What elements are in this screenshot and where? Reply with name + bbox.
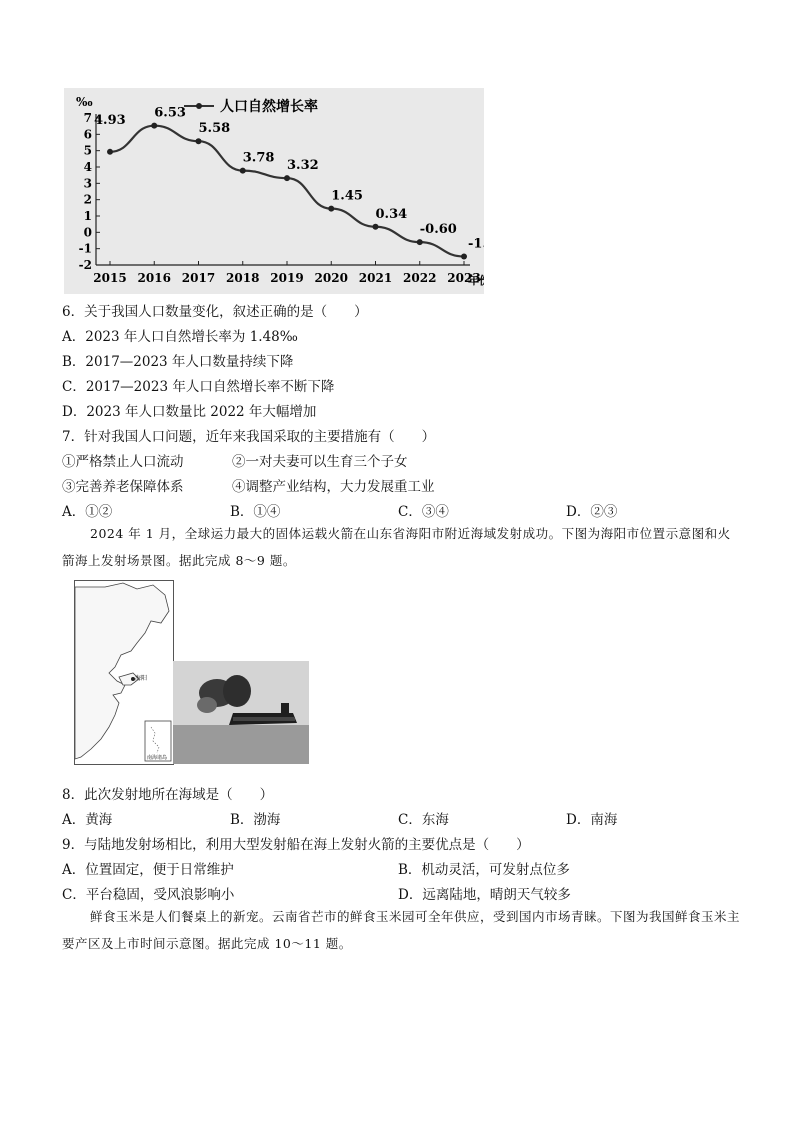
q9-stem: 9．与陆地发射场相比，利用大型发射船在海上发射火箭的主要优点是（ ）	[62, 837, 530, 853]
x-tick-label: 2020	[314, 271, 348, 285]
q8-option-d[interactable]: D．南海	[566, 812, 618, 828]
x-tick-label: 2015	[93, 271, 127, 285]
population-growth-chart	[64, 88, 484, 294]
q7-option-a[interactable]: A．①②	[62, 504, 113, 520]
data-point	[107, 149, 113, 155]
q7-item-1: ①严格禁止人口流动	[62, 454, 184, 470]
data-point	[328, 206, 334, 212]
y-tick-label: 5	[83, 143, 92, 158]
data-label: 6.53	[154, 105, 186, 121]
legend-marker	[196, 103, 202, 109]
legend-label: 人口自然增长率	[220, 99, 318, 115]
data-label: 3.32	[287, 158, 319, 174]
q6-option-d[interactable]: D．2023 年人口数量比 2022 年大幅增加	[62, 404, 317, 420]
y-tick-label: 0	[83, 225, 92, 240]
y-tick-label: 7	[83, 111, 92, 125]
y-tick-label: 2	[83, 192, 92, 207]
q7-stem: 7．针对我国人口问题，近年来我国采取的主要措施有（ ）	[62, 429, 436, 445]
data-point	[240, 168, 246, 174]
data-label: 1.45	[331, 188, 363, 204]
q8-option-a[interactable]: A．黄海	[62, 812, 113, 828]
q7-item-3: ③完善养老保障体系	[62, 479, 184, 495]
q6-option-a[interactable]: A．2023 年人口自然增长率为 1.48‰	[62, 329, 298, 345]
x-axis-label: 年	[468, 274, 479, 287]
data-label: -0.60	[419, 222, 457, 238]
q7-option-d[interactable]: D．②③	[566, 504, 618, 520]
q8-stem: 8．此次发射地所在海域是（ ）	[62, 787, 274, 803]
q9-option-d[interactable]: D．远离陆地，晴朗天气较多	[398, 887, 571, 903]
haiyang-label: 海阳	[135, 675, 148, 682]
y-tick-label: 4	[83, 160, 92, 174]
q7-option-b[interactable]: B．①④	[230, 504, 281, 520]
south-china-sea-inset-label: 南海诸岛	[147, 755, 168, 761]
q6-stem: 6．关于我国人口数量变化，叙述正确的是（ ）	[62, 304, 368, 320]
material-8-9: 2024 年 1 月，全球运力最大的固体运载火箭在山东省海阳市附近海域发射成功。下图为海阳市位置示意图和火箭海上发射场景图。据此完成 8～9 题。	[62, 526, 731, 568]
y-tick-label: 3	[83, 176, 92, 191]
data-label: -1	[468, 236, 483, 252]
data-label: 4.93	[94, 112, 126, 128]
y-tick-label: -1	[78, 241, 92, 256]
x-tick-label: 2018	[226, 271, 260, 285]
rocket-launch-photo	[173, 661, 309, 764]
data-label: 5.58	[198, 121, 231, 137]
y-axis-unit: ‰	[76, 95, 93, 109]
y-tick-label: 1	[83, 209, 92, 223]
x-tick-label: 2016	[137, 271, 171, 285]
q6-option-c[interactable]: C．2017—2023 年人口自然增长率不断下降	[62, 379, 335, 395]
x-tick-label: 2017	[181, 271, 216, 285]
line-chart	[64, 88, 484, 294]
q9-option-c[interactable]: C．平台稳固，受风浪影响小	[62, 887, 235, 903]
q9-option-b[interactable]: B．机动灵活，可发射点位多	[398, 862, 570, 878]
q6-option-b[interactable]: B．2017—2023 年人口数量持续下降	[62, 354, 294, 370]
q7-option-c[interactable]: C．③④	[398, 504, 449, 520]
haiyang-location-map	[74, 580, 174, 765]
data-point	[373, 224, 379, 230]
x-tick-label: 2019	[270, 271, 304, 285]
q8-option-c[interactable]: C．东海	[398, 812, 449, 828]
launch-scene	[173, 661, 309, 764]
x-tick-label: 2022	[403, 271, 437, 285]
data-label: 3.78	[242, 150, 275, 166]
q9-option-a[interactable]: A．位置固定，便于日常维护	[62, 862, 234, 878]
data-point	[461, 254, 467, 260]
data-point	[284, 175, 290, 181]
series-line	[110, 126, 464, 257]
y-tick-label: 6	[83, 127, 92, 142]
data-point	[151, 123, 157, 129]
y-tick-label: -2	[78, 258, 92, 272]
data-point	[196, 138, 202, 144]
data-point	[417, 239, 423, 245]
x-tick-label: 2021	[358, 271, 393, 285]
x-tick-label: 2023	[447, 271, 481, 285]
q8-option-b[interactable]: B．渤海	[230, 812, 281, 828]
map-graphic	[75, 581, 173, 764]
material-10-11: 鲜食玉米是人们餐桌上的新宠。云南省芒市的鲜食玉米园可全年供应，受到国内市场青睐。下图为我国鲜食玉米主要产区及上市时间示意图。据此完成 10～11 题。	[62, 909, 741, 951]
q7-item-2: ②一对夫妻可以生育三个子女	[232, 454, 408, 470]
data-label: 0.34	[375, 206, 408, 222]
q7-item-4: ④调整产业结构，大力发展重工业	[232, 479, 435, 495]
